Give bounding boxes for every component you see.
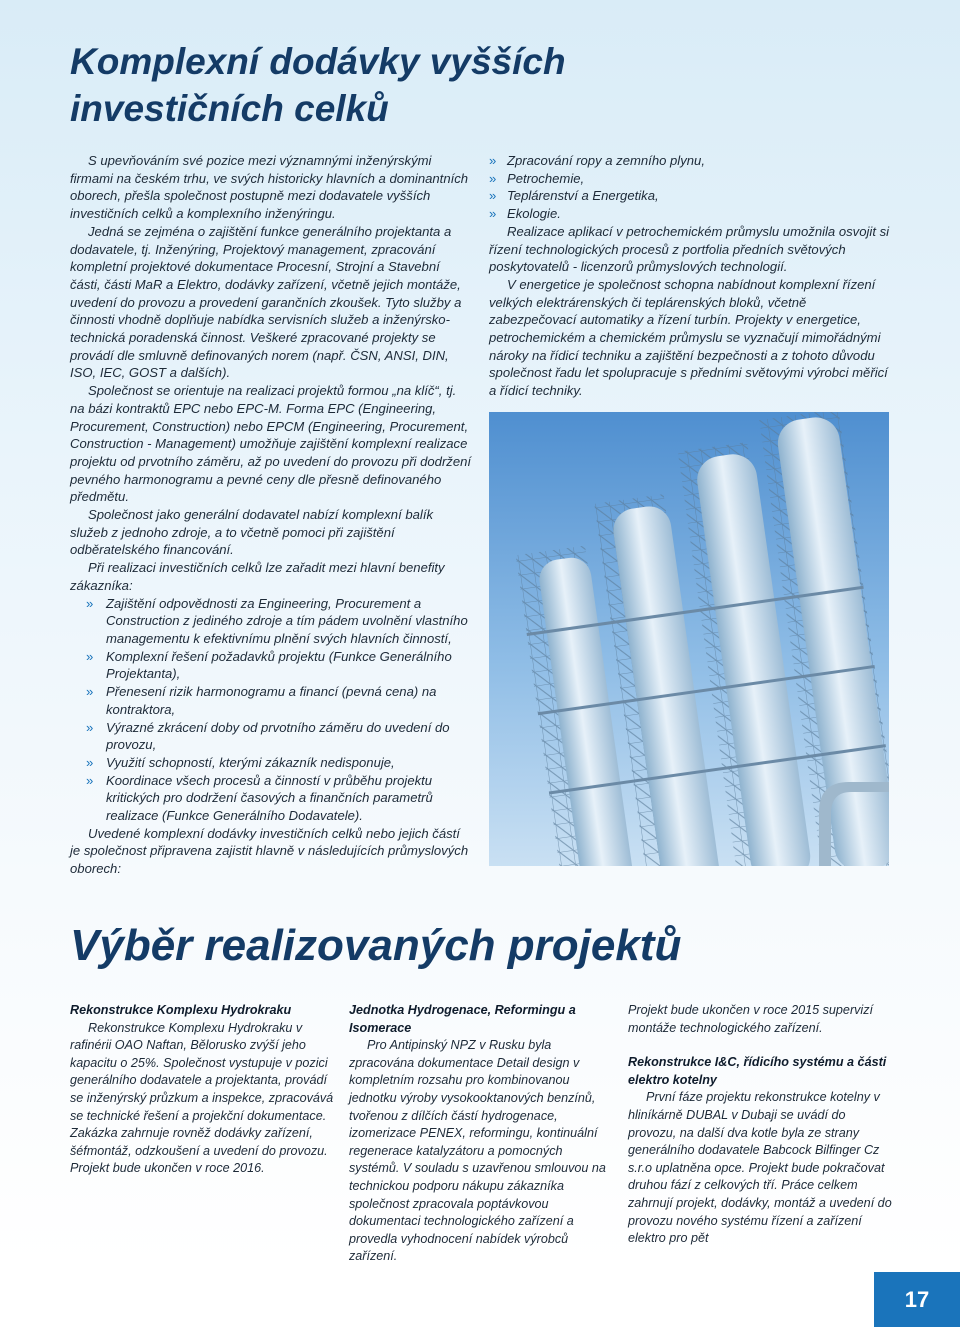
project-description: Rekonstrukce Komplexu Hydrokraku v rafinérii OAO Naftan, Bělorusko zvýší jeho kapacitu o 25%. Společnost vystupuje v pozici generálního dodavatele a projektanta, provádí se inženýrský průzkum a inspekce, zpracovává se technické řešení a projekční dokumentace. Zakázka zahrnuje rovněž dodávky zařízení, šéfmontáž, odzkoušení a uvedení do provozu. Projekt bude ukončen v roce 2016. — [70, 1020, 334, 1176]
industries-intro: Uvedené komplexní dodávky investičních celků nebo jejich částí je společnost připravena zajistit hlavně v následujících průmyslových oborech: — [70, 825, 469, 877]
petrochemical-paragraph: Realizace aplikací v petrochemickém průmyslu umožnila osvojit si řízení technologických procesů z portfolia předních světových poskytovatelů - licenzorů průmyslových technologií. — [489, 223, 890, 275]
services-paragraph: Jedná se zejména o zajištění funkce generálního projektanta a dodavatele, tj. Inženýring, Projektový management, zpracování kompletní projektové dokumentace Procesní, Strojní a Stavební části, části MaR a Elektro, dodávky zařízení, včetně jejich montáže, uvedení do provozu a provedení garančních zkoušek. Tyto služby a činnosti vhodně doplňuje nabídka servisních služeb a inženýrsko-technická poradenská činnost. Veškeré zpracované projekty se provádí dle smluvně definovaných norem (např. ČSN, ANSI, DIN, ISO, IEC, GOST a dalších). — [70, 223, 462, 381]
list-item: » Petrochemie, — [489, 170, 585, 186]
bullet-icon: » — [489, 153, 497, 168]
project-description: Pro Antipinský NPZ v Rusku byla zpracována dokumentace Detail design v kompletním rozsahu pro kombinovanou jednotku výroby vysokooktanových benzínů, tvořenou z dílčích částí hydrogenace, izomerizace PENEX, reformingu, kontinuální regenerace katalyzátoru a pomocných systémů. V souladu s uzavřenou smlouvou na technickou podporu nákupu zákazníka společnost zpracovala poptávkovou dokumentaci technologického zařízení a provedla vyhodnocení nabídek výrobců zařízení. — [349, 1038, 606, 1264]
bullet-icon: » — [86, 684, 94, 700]
footer-band — [0, 1265, 960, 1327]
list-item: » Přenesení rizik harmonogramu a financí (pevná cena) na kontraktora, — [86, 684, 437, 717]
list-item: » Teplárenství a Energetika, — [489, 188, 659, 204]
bullet-icon: » — [489, 188, 497, 204]
page-title: Komplexní dodávky vyšších investičních celků — [70, 41, 566, 129]
energy-paragraph: V energetice je společnost schopna nabídnout komplexní řízení velkých elektrárenských či teplárenských bloků, včetně zabezpečovací automatiky a řízení turbín. Projekty v energetice, petrochemickém a chemickém průmyslu se vyznačují mimořádnými nároky na řídicí techniku a zajištění bezpečnosti a z tohoto důvodu společnost řadu let spolupracuje s předními světovými výrobci měřicí a řídicí techniky. — [489, 276, 888, 399]
bullet-icon: » — [86, 772, 94, 788]
benefits-list — [70, 595, 472, 825]
list-item: » Zajištění odpovědnosti za Engineering, Procurement a Construction z jediného zdroje a tím pádem uvolnění vlastního managementu k efektivnímu plnění svých hlavních činností, — [86, 595, 468, 646]
project-title: Rekonstrukce I&C, řídicího systému a části elektro kotelny — [628, 1055, 887, 1087]
project-title: Rekonstrukce Komplexu Hydrokraku — [70, 1003, 292, 1017]
general-supplier-paragraph: Společnost jako generální dodavatel nabízí komplexní balík služeb z jednoho zdroje, a to včetně pomoci při zajištění odběratelského financování. — [70, 507, 434, 558]
list-item: » Výrazné zkrácení doby od prvotního záměru do uvedení do provozu, — [86, 719, 450, 753]
industrial-columns-photo — [489, 412, 889, 866]
project-title: Jednotka Hydrogenace, Reformingu a Isomerace — [349, 1003, 576, 1035]
list-item: » Ekologie. — [489, 206, 561, 222]
page-number: 17 — [874, 1272, 960, 1327]
projects-heading: Výběr realizovaných projektů — [70, 921, 682, 970]
list-item: » Zpracování ropy a zemního plynu, — [489, 153, 705, 168]
list-item: » Využití schopností, kterými zákazník nedisponuje, — [86, 754, 395, 770]
benefits-intro: Při realizaci investičních celků lze zařadit mezi hlavní benefity zákazníka: — [70, 560, 445, 593]
industries-list — [489, 152, 891, 223]
bullet-icon: » — [489, 170, 497, 186]
project-continuation: Projekt bude ukončen v roce 2015 supervizí montáže technologického zařízení. — [628, 1003, 874, 1035]
bullet-icon: » — [86, 754, 94, 770]
intro-paragraph: S upevňováním své pozice mezi významnými inženýrskými firmami na českém trhu, ve svých historicky hlavních a dominantních oborech, přešla společnost postupně mezi dodavatele vyšších investičních celků a komplexního inženýringu. — [70, 153, 469, 222]
list-item: » Komplexní řešení požadavků projektu (Funkce Generálního Projektanta), — [86, 648, 452, 682]
project-column-2 — [349, 1002, 614, 1266]
left-column — [70, 152, 472, 878]
project-column-3 — [628, 1002, 893, 1248]
list-item: » Koordinace všech procesů a činností v průběhu projektu kritických pro dodržení časových a finančních parametrů realizace (Funkce Generálního Dodavatele). — [86, 772, 433, 824]
bullet-icon: » — [86, 719, 94, 735]
bullet-icon: » — [86, 648, 94, 664]
project-column-1 — [70, 1002, 335, 1178]
epc-paragraph: Společnost se orientuje na realizaci projektů formou „na klíč“, tj. na bázi kontraktů EPC nebo EPC-M. Forma EPC (Engineering, Procurement, Construction) nebo EPCM (Engineering, Procurement, Construction - Management) umožňuje zajištění komplexní realizace projektu od prvotního záměru, až po uvedení do provozu při dodržení pevného harmonogramu a pevné ceny dle přesně definovaného předmětu. — [70, 383, 472, 505]
right-column — [489, 152, 891, 400]
project-description: První fáze projektu rekonstrukce kotelny v hliníkárně DUBAL v Dubaji se uvádí do provozu, na další dva kotle byla ze strany generálního dodavatele Babcock Bilfinger Cz s.r.o uplatněna opce. Projekt bude pokračovat druhou fází z celkových tří. Práce celkem zahrnují projekt, dodávky, montáž a uvedení do provozu nového systému řízení a zařízení elektro pro pět — [628, 1090, 892, 1246]
bullet-icon: » — [86, 595, 94, 611]
bullet-icon: » — [489, 206, 497, 222]
